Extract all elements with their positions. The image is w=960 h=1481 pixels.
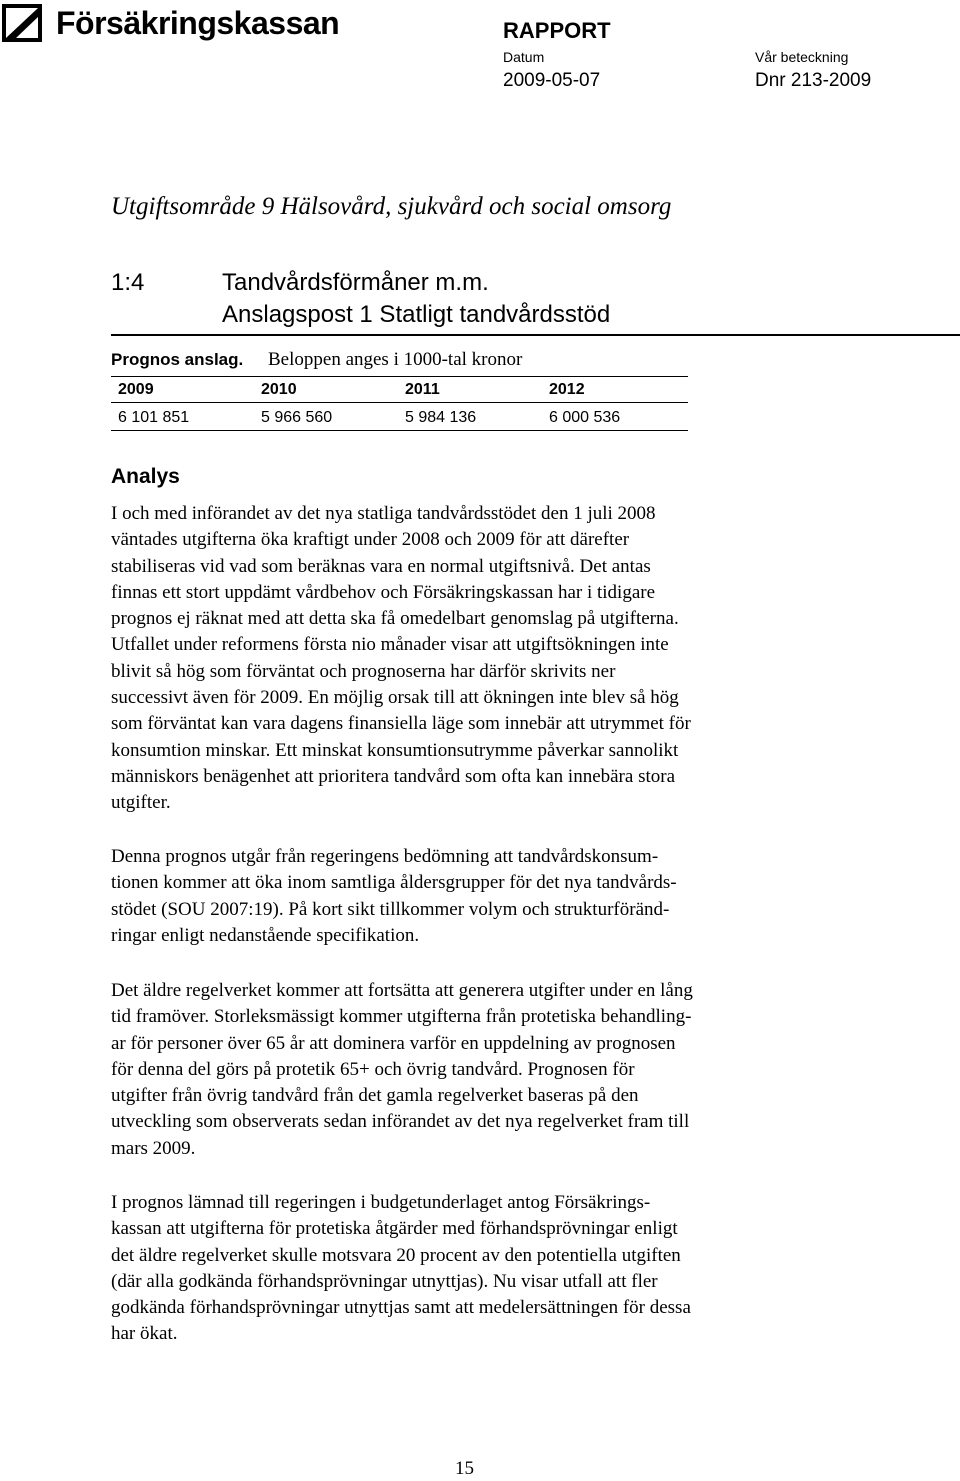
paragraph-line: utveckling som observerats sedan införandet av det nya regelverket fram till	[111, 1111, 690, 1133]
paragraph-line: prognos ej räknat med att detta ska få omedelbart genomslag på utgifterna.	[111, 608, 679, 630]
table-rule	[111, 402, 688, 403]
forsakringskassan-logo-icon	[2, 4, 42, 42]
section-title: Tandvårdsförmåner m.m.	[222, 269, 489, 296]
analys-paragraph	[111, 844, 831, 949]
section-divider	[111, 334, 960, 336]
paragraph-line: I prognos lämnad till regeringen i budgetunderlaget antog Försäkrings-	[111, 1192, 651, 1213]
org-name: Försäkringskassan	[56, 5, 340, 41]
reference-value: Dnr 213-2009	[755, 70, 872, 91]
paragraph-line: människors benägenhet att prioritera tandvård som ofta kan innebära stora	[111, 765, 675, 787]
table-header-year: 2010	[261, 381, 297, 398]
paragraph-line: finnas ett stort uppdämt vårdbehov och Försäkringskassan har i tidigare	[111, 581, 656, 603]
paragraph-line: utgifter.	[111, 792, 171, 814]
date-value: 2009-05-07	[503, 70, 601, 91]
paragraph-line: blivit så hög som förväntat och prognoserna har därför skrivits ner	[111, 660, 616, 682]
paragraph-line: tid framöver. Storleksmässigt kommer utgifterna från protetiska behandling-	[111, 1006, 692, 1028]
date-label: Datum	[503, 49, 545, 65]
paragraph-line: godkända förhandsprövningar utnyttjas samt att medelersättningen för dessa	[111, 1297, 691, 1319]
paragraph-line: konsumtion minskar. Ett minskat konsumtionsutrymme påverkar sannolikt	[111, 739, 679, 761]
paragraph-line: tionen kommer att öka inom samtliga åldersgrupper för det nya tandvårds-	[111, 872, 677, 894]
paragraph-line: för denna del görs på protetik 65+ och övrig tandvård. Prognosen för	[111, 1058, 635, 1080]
prognos-label: Prognos anslag.	[111, 350, 244, 369]
paragraph-line: väntades utgifterna öka kraftigt under 2008 och 2009 för att därefter	[111, 529, 630, 551]
analys-paragraph	[111, 501, 831, 817]
paragraph-line: utgifter från övrig tandvård från det gamla regelverket baseras på den	[111, 1085, 639, 1107]
paragraph-line: stödet (SOU 2007:19). På kort sikt tillkommer volym och strukturföränd-	[111, 898, 670, 920]
paragraph-line: kassan att utgifterna för protetiska åtgärder med förhandsprövningar enligt	[111, 1218, 678, 1240]
prognos-unit-note: Beloppen anges i 1000-tal kronor	[268, 349, 523, 370]
table-header-year: 2012	[549, 381, 585, 398]
paragraph-line: mars 2009.	[111, 1137, 196, 1159]
analys-heading: Analys	[111, 465, 180, 488]
table-rule	[111, 430, 688, 431]
paragraph-line: successivt även för 2009. En möjlig orsak till att ökningen inte blev så hög	[111, 687, 679, 709]
table-rule	[111, 376, 688, 377]
paragraph-line: har ökat.	[111, 1323, 178, 1345]
table-cell-value: 6 000 536	[549, 409, 621, 426]
paragraph-line: Denna prognos utgår från regeringens bedömning att tandvårdskonsum-	[111, 846, 659, 867]
paragraph-line: I och med införandet av det nya statliga tandvårdsstödet den 1 juli 2008	[111, 503, 656, 524]
table-cell-value: 5 984 136	[405, 409, 477, 426]
reference-label: Vår beteckning	[755, 49, 849, 65]
section-subtitle: Anslagspost 1 Statligt tandvårdsstöd	[222, 301, 611, 328]
table-header-year: 2011	[405, 381, 440, 398]
table-header-year: 2009	[118, 381, 154, 398]
paragraph-line: Utfallet under reformens första nio månader visar att utgiftsökningen inte	[111, 634, 669, 656]
analys-paragraph	[111, 978, 831, 1162]
analys-paragraph	[111, 1190, 831, 1348]
section-number: 1:4	[111, 269, 145, 296]
page-number: 15	[455, 1458, 474, 1479]
area-title: Utgiftsområde 9 Hälsovård, sjukvård och social omsorg	[111, 193, 672, 220]
table-cell-value: 5 966 560	[261, 409, 333, 426]
paragraph-line: som förväntat kan vara dagens finansiella läge som innebär att utrymmet för	[111, 713, 691, 735]
paragraph-line: stabiliseras vid vad som beräknas vara en normal utgiftsnivå. Det antas	[111, 555, 651, 577]
paragraph-line: ar för personer över 65 år att dominera varför en uppdelning av prognosen	[111, 1032, 676, 1054]
paragraph-line: det äldre regelverket skulle motsvara 20 procent av den potentiella utgiften	[111, 1244, 681, 1266]
doc-type: RAPPORT	[503, 18, 611, 43]
paragraph-line: (där alla godkända förhandsprövningar utnyttjas). Nu visar utfall att fler	[111, 1270, 658, 1292]
paragraph-line: ringar enligt nedanstående specifikation.	[111, 924, 420, 946]
paragraph-line: Det äldre regelverket kommer att fortsätta att generera utgifter under en lång	[111, 980, 693, 1001]
table-cell-value: 6 101 851	[118, 409, 190, 426]
